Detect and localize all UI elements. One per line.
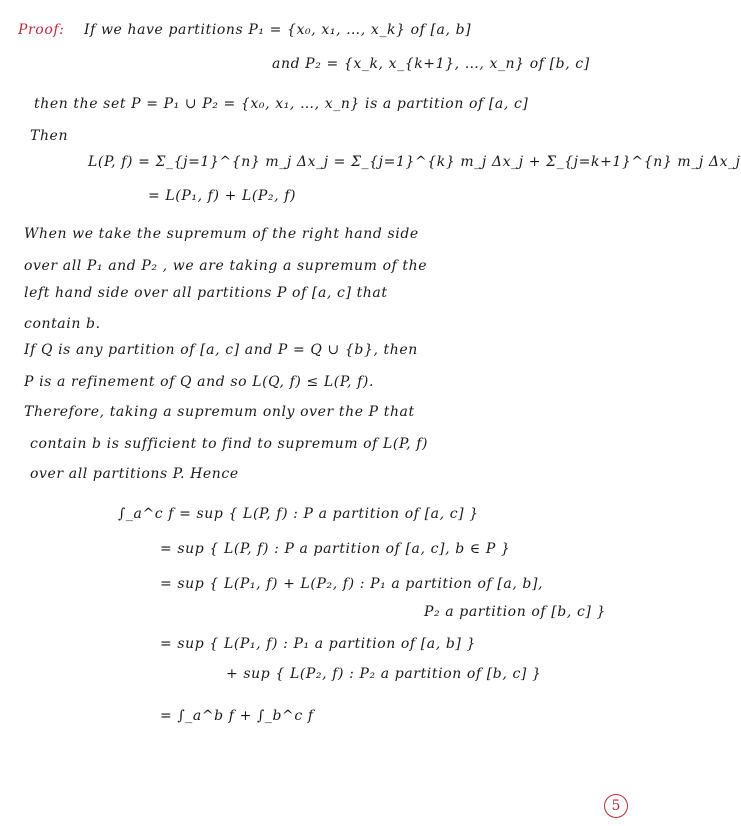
text-line-3: then the set P = P₁ ∪ P₂ = {x₀, x₁, …, x_n} is a partition of [a, c] bbox=[34, 96, 529, 112]
text-line-14: contain b is sufficient to find to supremum of L(P, f) bbox=[30, 436, 429, 452]
text-line-1: If we have partitions P₁ = {x₀, x₁, …, x_k} of [a, b] bbox=[84, 22, 472, 38]
text-line-4: Then bbox=[30, 128, 69, 144]
text-line-9: left hand side over all partitions P of [a, c] that bbox=[24, 285, 388, 301]
text-line-8: over all P₁ and P₂ , we are taking a supremum of the bbox=[24, 258, 428, 274]
equation-line-7: = sup { L(P₁, f) : P₁ a partition of [a, b] } bbox=[160, 636, 477, 652]
equation-line-5: = sup { L(P₁, f) + L(P₂, f) : P₁ a partition of [a, b], bbox=[160, 576, 544, 592]
equation-line-4: = sup { L(P, f) : P a partition of [a, c], b ∈ P } bbox=[160, 541, 511, 557]
equation-line-8: + sup { L(P₂, f) : P₂ a partition of [b, c] } bbox=[226, 666, 542, 682]
equation-line-1: L(P, f) = Σ_{j=1}^{n} m_j Δx_j = Σ_{j=1}^{k} m_j Δx_j + Σ_{j=k+1}^{n} m_j Δx_j bbox=[88, 154, 741, 170]
text-line-12: P is a refinement of Q and so L(Q, f) ≤ L(P, f). bbox=[24, 374, 375, 390]
text-line-10: contain b. bbox=[24, 316, 101, 332]
text-line-11: If Q is any partition of [a, c] and P = Q ∪ {b}, then bbox=[24, 342, 418, 358]
text-line-15: over all partitions P. Hence bbox=[30, 466, 239, 482]
text-line-2: and P₂ = {x_k, x_{k+1}, …, x_n} of [b, c] bbox=[272, 56, 590, 72]
text-line-7: When we take the supremum of the right hand side bbox=[24, 226, 419, 242]
equation-line-2: = L(P₁, f) + L(P₂, f) bbox=[148, 188, 297, 204]
text-line-13: Therefore, taking a supremum only over the P that bbox=[24, 404, 415, 420]
equation-line-6: P₂ a partition of [b, c] } bbox=[424, 604, 607, 620]
proof-label: Proof: bbox=[18, 22, 65, 38]
page-number: 5 bbox=[604, 794, 628, 818]
equation-line-3: ∫_a^c f = sup { L(P, f) : P a partition of [a, c] } bbox=[118, 506, 479, 522]
equation-line-9: = ∫_a^b f + ∫_b^c f bbox=[160, 708, 314, 724]
